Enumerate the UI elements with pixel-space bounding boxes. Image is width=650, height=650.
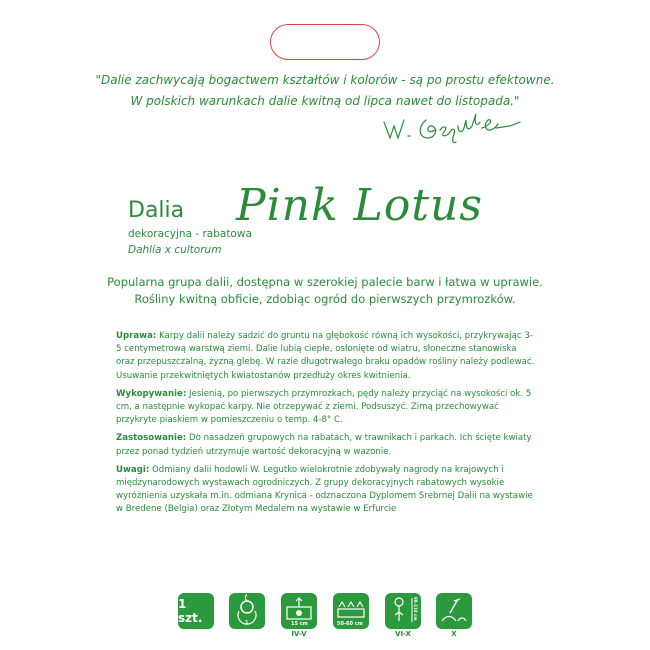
section-text: Jesienią, po pierwszych przymrozkach, pędy należy przyciąć na wysokości ok. 5 cm, a następnie wykopać karpy. Nie otrzepywać z ziemi. Podsuszyć. Zimą przechowywać przykryte piaskiem w pomieszczeniu o temp. 4-8° C. bbox=[116, 388, 532, 426]
breeder-quote bbox=[0, 70, 650, 112]
digging-icon bbox=[436, 593, 472, 629]
section-text: Karpy dalii należy sadzić do gruntu na głębokość równą ich wysokości, przykrywając 3-5 centymetrową warstwą ziemi. Dalie lubią ciepłe, osłonięte od wiatru, słoneczne stanowiska oraz przepuszczalną, żyzną glebę. W razie długotrwałego braku opadów rośliny należy podlewać. Usuwanie przekwitniętych kwiatostanów przedłuży okres kwitnienia. bbox=[116, 331, 535, 381]
section-heading: Uprawa: bbox=[116, 331, 157, 341]
depth-label: 15 cm bbox=[291, 621, 308, 627]
quantity-badge: 1 szt. bbox=[178, 593, 214, 629]
spacing-label: 50-60 cm bbox=[337, 621, 363, 627]
intro-line-2: Rośliny kwitną obficie, zdobiąc ogród do pierwszych przymrozków. bbox=[134, 292, 516, 306]
digging-month: X bbox=[451, 630, 457, 638]
genus-name: Dalia bbox=[128, 198, 185, 223]
tuber-icon bbox=[229, 593, 265, 629]
section-uwagi bbox=[116, 464, 536, 517]
spacing-icon bbox=[333, 593, 369, 629]
section-uprawa bbox=[116, 330, 536, 383]
section-heading: Uwagi: bbox=[116, 464, 150, 475]
care-instructions bbox=[116, 330, 536, 522]
section-text: Odmiany dalii hodowli W. Legutko wielokrotnie zdobywały nagrody na krajowych i międzynarodowych wystawach ogrodniczych. Z grupy dekoracyjnych rabatowych wysokie wyróżnienia uzyskała m.in. odmiana Krynica - odznaczona Dyplomem Srebrnej Dalii na wystawie w Bredene (Belgia) oraz Złotym Medalem na wystawie w Erfurcie bbox=[116, 464, 533, 515]
section-wykopywanie bbox=[116, 388, 536, 428]
height-flower-icon bbox=[385, 593, 421, 629]
quote-line-1: "Dalie zachwycają bogactwem kształtów i kolorów - są po prostu efektowne. bbox=[95, 73, 555, 87]
intro-line-1: Popularna grupa dalii, dostępna w szerokiej palecie barw i łatwa w uprawie. bbox=[107, 275, 543, 289]
intro-text bbox=[0, 274, 650, 308]
latin-name: Dahlia x cultorum bbox=[128, 244, 222, 256]
quote-line-2: W polskich warunkach dalie kwitną od lipca nawet do listopada." bbox=[130, 94, 520, 108]
count-label: 1 bbox=[245, 620, 249, 626]
signature-image bbox=[378, 108, 528, 148]
section-heading: Wykopywanie: bbox=[116, 388, 187, 399]
section-text: Do nasadzeń grupowych na rabatach, w trawnikach i parkach. Ich ścięte kwiaty przez ponad tydzień utrzymuje wartość dekoracyjną w wazonie. bbox=[116, 433, 532, 457]
cultivar-name: Pink Lotus bbox=[236, 180, 483, 231]
height-label: 90-110 cm bbox=[413, 597, 418, 621]
section-zastosowanie bbox=[116, 432, 536, 458]
flowering-month: VI-X bbox=[395, 630, 411, 638]
hang-tab-outline bbox=[270, 24, 380, 60]
planting-month: IV-V bbox=[291, 630, 307, 638]
planting-depth-icon bbox=[281, 593, 317, 629]
section-heading: Zastosowanie: bbox=[116, 433, 187, 444]
info-icons-row bbox=[178, 593, 478, 643]
product-subtitle: dekoracyjna - rabatowa bbox=[128, 228, 252, 240]
